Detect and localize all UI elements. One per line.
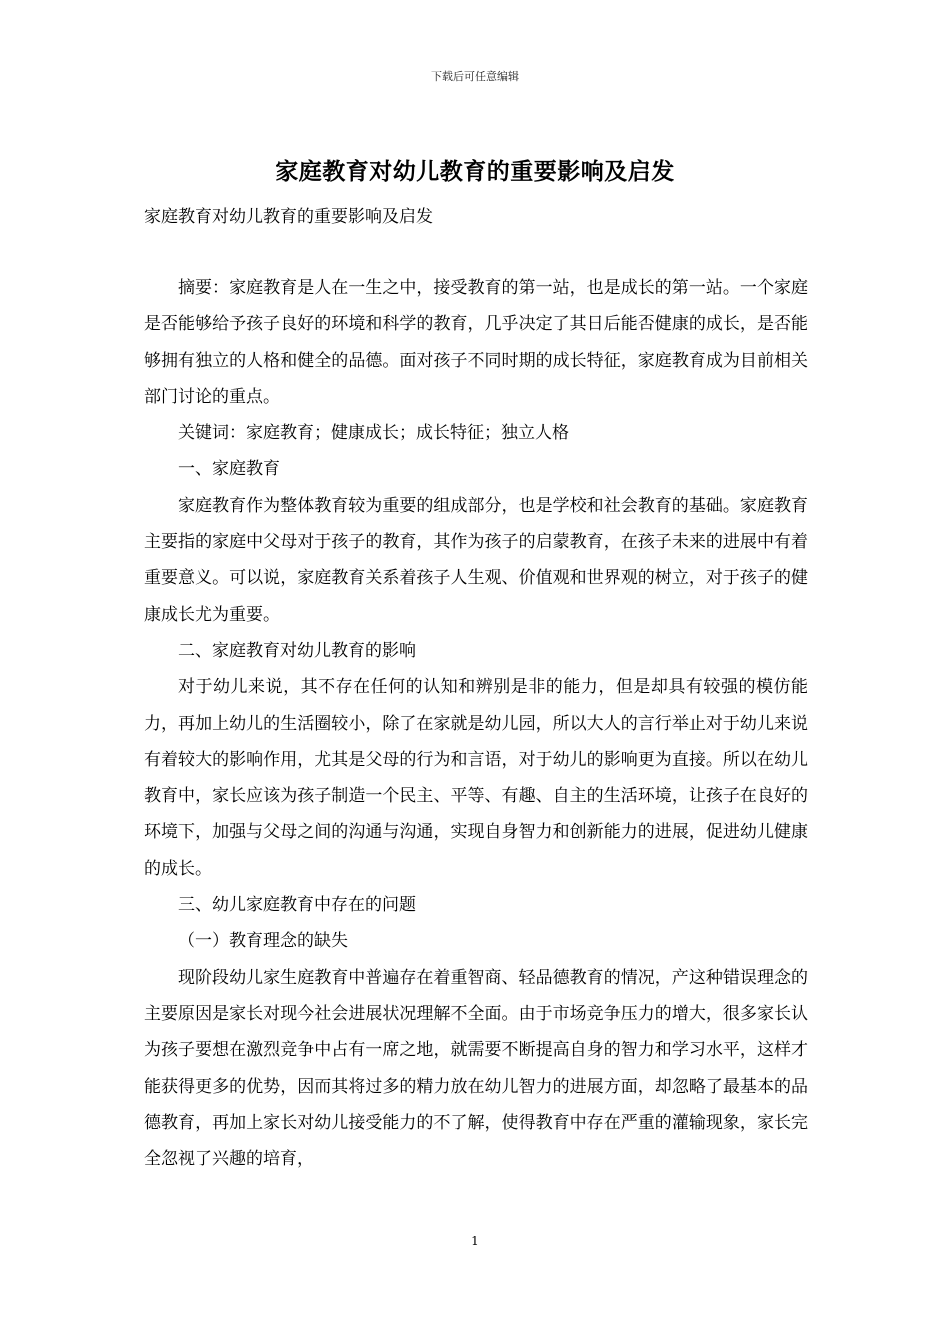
document-subtitle: 家庭教育对幼儿教育的重要影响及启发	[144, 207, 433, 227]
keywords-paragraph: 关键词：家庭教育；健康成长；成长特征；独立人格	[178, 423, 569, 444]
page-header: 下载后可任意编辑	[431, 70, 519, 83]
document-title: 家庭教育对幼儿教育的重要影响及启发	[275, 158, 675, 185]
page-number: 1	[471, 1234, 479, 1248]
abstract-paragraph: 摘要：家庭教育是人在一生之中，接受教育的第一站，也是成长的第一站。一个家庭是否能够给予孩子良好的环境和科学的教育，几乎决定了其日后能否健康的成长，是否能够拥有独立的人格和健全的品德。面对孩子不同时期的成长特征，家庭教育成为目前相关部门讨论的重点。	[144, 278, 808, 407]
section-heading-2: 二、家庭教育对幼儿教育的影响	[178, 640, 416, 661]
body-paragraph: 现阶段幼儿家生庭教育中普遍存在着重智商、轻品德教育的情况，产这种错误理念的主要原因是家长对现今社会进展状况理解不全面。由于市场竞争压力的增大，很多家长认为孩子要想在激烈竞争中占有一席之地，就需要不断提高自身的智力和学习水平，这样才能获得更多的优势，因而其将过多的精力放在幼儿智力的进展方面，却忽略了最基本的品德教育，再加上家长对幼儿接受能力的不了解，使得教育中存在严重的灌输现象，家长完全忽视了兴趣的培育，	[144, 967, 808, 1170]
body-paragraph: 对于幼儿来说，其不存在任何的认知和辨别是非的能力，但是却具有较强的模仿能力，再加上幼儿的生活圈较小，除了在家就是幼儿园，所以大人的言行举止对于幼儿来说有着较大的影响作用，尤其是父母的行为和言语，对于幼儿的影响更为直接。所以在幼儿教育中，家长应该为孩子制造一个民主、平等、有趣、自主的生活环境，让孩子在良好的环境下，加强与父母之间的沟通与沟通，实现自身智力和创新能力的进展，促进幼儿健康的成长。	[144, 677, 808, 879]
section-heading-3: 三、幼儿家庭教育中存在的问题	[178, 895, 416, 916]
document-body	[144, 270, 808, 1177]
body-paragraph: 家庭教育作为整体教育较为重要的组成部分，也是学校和社会教育的基础。家庭教育主要指的家庭中父母对于孩子的教育，其作为孩子的启蒙教育，在孩子未来的进展中有着重要意义。可以说，家庭教育关系着孩子人生观、价值观和世界观的树立，对于孩子的健康成长尤为重要。	[144, 495, 808, 625]
section-heading-1: 一、家庭教育	[178, 459, 280, 480]
subsection-heading-1: （一）教育理念的缺失	[178, 931, 348, 952]
